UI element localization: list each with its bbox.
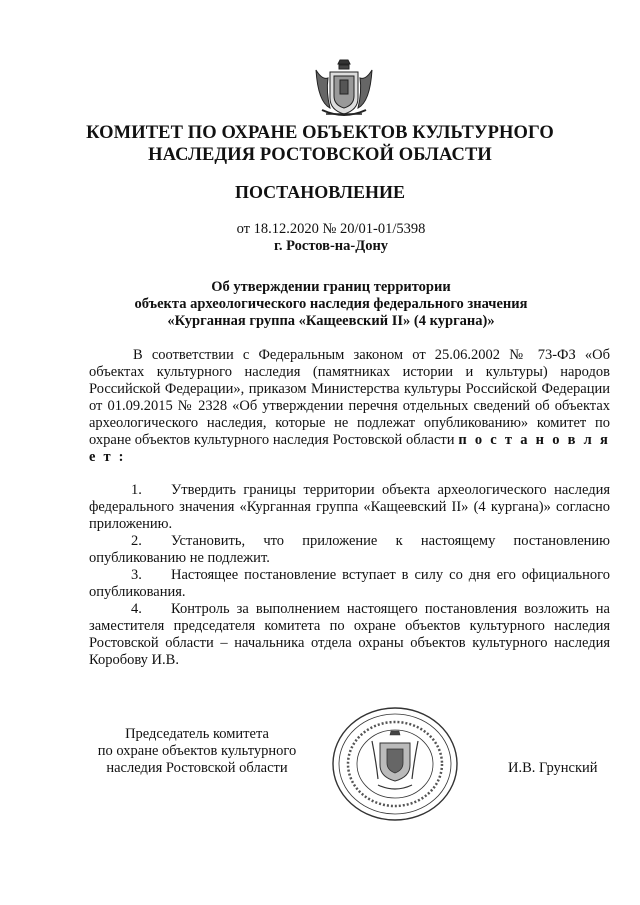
position-line3: наследия Ростовской области bbox=[106, 760, 288, 776]
coat-of-arms-icon bbox=[310, 58, 378, 120]
resolution-item-1 bbox=[89, 482, 610, 533]
item-number: 1. bbox=[131, 482, 142, 498]
document-meta bbox=[0, 221, 640, 255]
signatory-position bbox=[82, 726, 312, 777]
document-type: ПОСТАНОВЛЕНИЕ bbox=[234, 182, 406, 202]
position-line1: Председатель комитета bbox=[125, 726, 269, 742]
committee-name-line1: КОМИТЕТ ПО ОХРАНЕ ОБЪЕКТОВ КУЛЬТУРНОГО bbox=[86, 123, 554, 143]
position-line2: по охране объектов культурного bbox=[97, 743, 297, 759]
city: г. Ростов-на-Дону bbox=[273, 238, 389, 254]
date-number: от 18.12.2020 № 20/01-01/5398 bbox=[236, 221, 426, 237]
item-number: 3. bbox=[131, 567, 142, 583]
item-number: 2. bbox=[131, 533, 142, 549]
item-text: Контроль за выполнением настоящего постановления возложить на заместителя председателя комитета по охране объектов культурного наследия Ростовской области – начальника отдела охраны объектов культурного наследия Коробову И.В. bbox=[89, 601, 610, 668]
item-text: Настоящее постановление вступает в силу со дня его официального опубликования. bbox=[89, 567, 610, 600]
subject-line2: объекта археологического наследия федерального значения bbox=[134, 296, 528, 312]
resolution-item-4 bbox=[89, 601, 610, 669]
resolution-items bbox=[89, 482, 610, 669]
preamble-text: В соответствии с Федеральным законом от 25.06.2002 № 73-ФЗ «Об объектах культурного наследия (памятниках истории и культуры) народов Российской Федерации», приказом Министерства культуры Российской Федерации от 01.09.2015 № 2328 «Об утверждении перечня отдельных сведений об объектах археологического наследия, которые не подлежат опубликованию» комитет по охране объектов культурного наследия Ростовской области bbox=[89, 347, 610, 448]
signatory-name: И.В. Грунский bbox=[508, 760, 598, 776]
subject-line1: Об утверждении границ территории bbox=[211, 279, 451, 295]
committee-name-line2: НАСЛЕДИЯ РОСТОВСКОЙ ОБЛАСТИ bbox=[148, 145, 492, 165]
resolution-keyword: п о с т а н о в л я е т : bbox=[89, 432, 611, 465]
resolution-item-2 bbox=[89, 533, 610, 567]
document-subject bbox=[0, 279, 640, 330]
item-text: Утвердить границы территории объекта археологического наследия федерального значения «Курганная группа «Кащеевский II» (4 кургана)» согласно приложению. bbox=[89, 482, 610, 532]
item-text: Установить, что приложение к настоящему постановлению опубликованию не подлежит. bbox=[89, 533, 610, 566]
official-seal-icon bbox=[330, 705, 460, 823]
resolution-item-3 bbox=[89, 567, 610, 601]
committee-name bbox=[0, 122, 640, 166]
item-number: 4. bbox=[131, 601, 142, 617]
preamble-paragraph bbox=[89, 347, 610, 466]
subject-line3: «Курганная группа «Кащеевский II» (4 кургана)» bbox=[167, 313, 495, 329]
